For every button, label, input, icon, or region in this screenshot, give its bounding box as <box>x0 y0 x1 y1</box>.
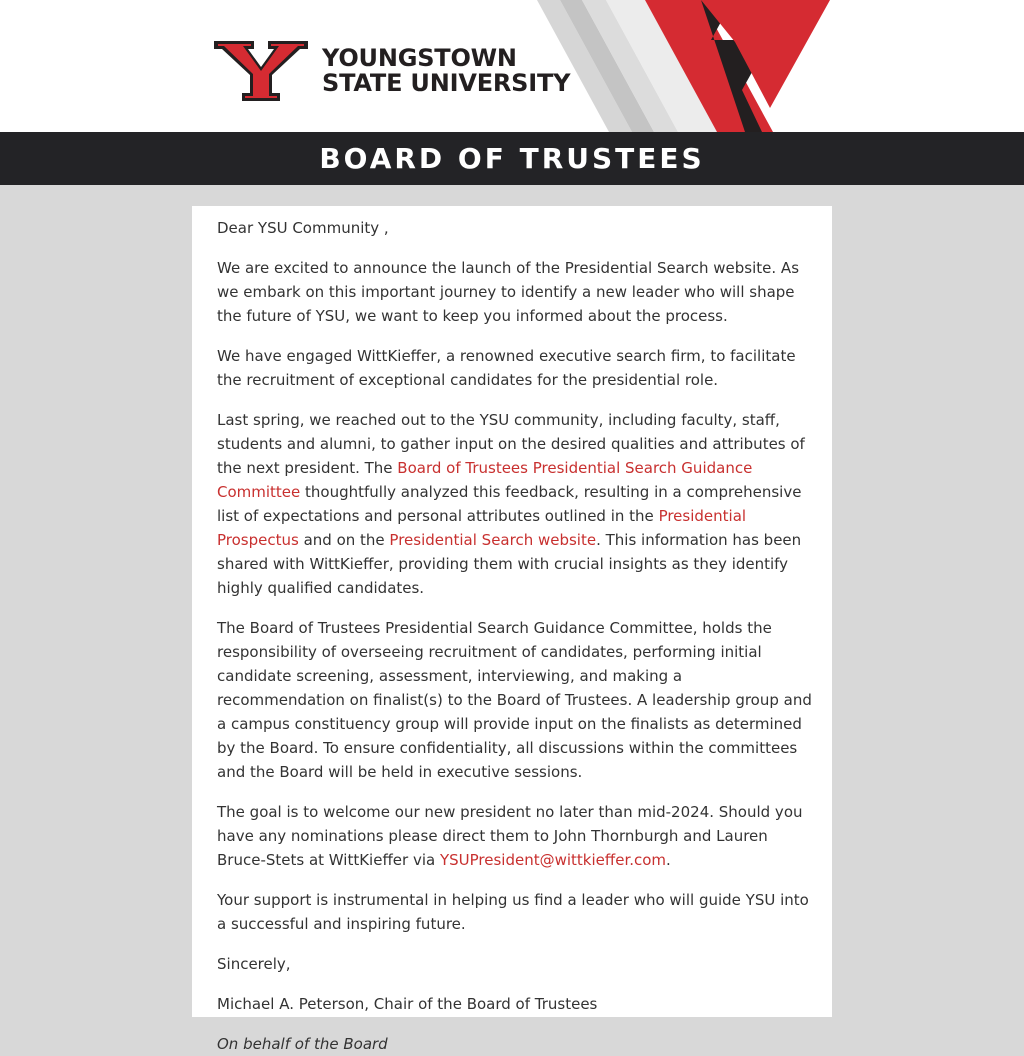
letter-paragraph-5 <box>217 800 812 872</box>
guidance-committee-link[interactable]: Board of Trustees Presidential Search Guidance Committee <box>217 459 753 501</box>
university-wordmark <box>322 46 570 96</box>
title-banner <box>0 132 1024 185</box>
letter-paragraph-6: Your support is instrumental in helping us find a leader who will guide YSU into a successful and inspiring future. <box>217 891 809 933</box>
p3-text-2: thoughtfully analyzed this feedback, resulting in a comprehensive list of expectations and personal attributes outlined in the <box>217 483 802 525</box>
header <box>0 0 1024 132</box>
letter-paragraph-2: We have engaged WittKieffer, a renowned executive search firm, to facilitate the recruitment of exceptional candidates for the presidential role. <box>217 347 796 389</box>
university-name-line1: YOUNGSTOWN <box>322 44 517 72</box>
page-title: BOARD OF TRUSTEES <box>319 142 705 175</box>
letter-paragraph-4: The Board of Trustees Presidential Search Guidance Committee, holds the responsibility of overseeing recruitment of candidates, performing initial candidate screening, assessment, interviewing, and making a recommendation on finalist(s) to the Board of Trustees. A leadership group and a campus constituency group will provide input on the finalists as determined by the Board. To ensure confidentiality, all discussions within the committees and the Board will be held in executive sessions. <box>217 619 812 781</box>
ysu-y-logo-icon <box>212 39 310 103</box>
nomination-email-link[interactable]: YSUPresident@wittkieffer.com <box>439 851 667 869</box>
letter-paragraph-1: We are excited to announce the launch of the Presidential Search website. As we embark on this important journey to identify a new leader who will shape the future of YSU, we want to keep you informed about the process. <box>217 259 800 325</box>
letter-paragraph-3 <box>217 408 812 600</box>
letter-behalf: On behalf of the Board <box>217 1035 388 1053</box>
letter-greeting: Dear YSU Community , <box>217 219 389 237</box>
letter-body <box>192 206 832 1053</box>
letter-closing: Sincerely, <box>217 955 291 973</box>
p5-text-1: The goal is to welcome our new president no later than mid-2024. Should you have any nominations please direct them to John Thornburgh and Lauren Bruce-Stets at WittKieffer via <box>217 803 803 869</box>
letter-signer: Michael A. Peterson, Chair of the Board of Trustees <box>217 995 598 1013</box>
p3-text-1: Last spring, we reached out to the YSU community, including faculty, staff, students and alumni, to gather input on the desired qualities and attributes of the next president. The <box>217 411 805 477</box>
p3-text-3: and on the <box>298 531 390 549</box>
presidential-prospectus-link[interactable]: Presidential Prospectus <box>217 507 747 549</box>
presidential-search-website-link[interactable]: Presidential Search website <box>389 531 597 549</box>
ysu-logo[interactable] <box>212 36 571 106</box>
university-name-line2: STATE UNIVERSITY <box>322 69 571 97</box>
p3-text-4: . This information has been shared with WittKieffer, providing them with crucial insights as they identify highly qualified candidates. <box>217 531 802 597</box>
p5-text-2: . <box>666 851 671 869</box>
